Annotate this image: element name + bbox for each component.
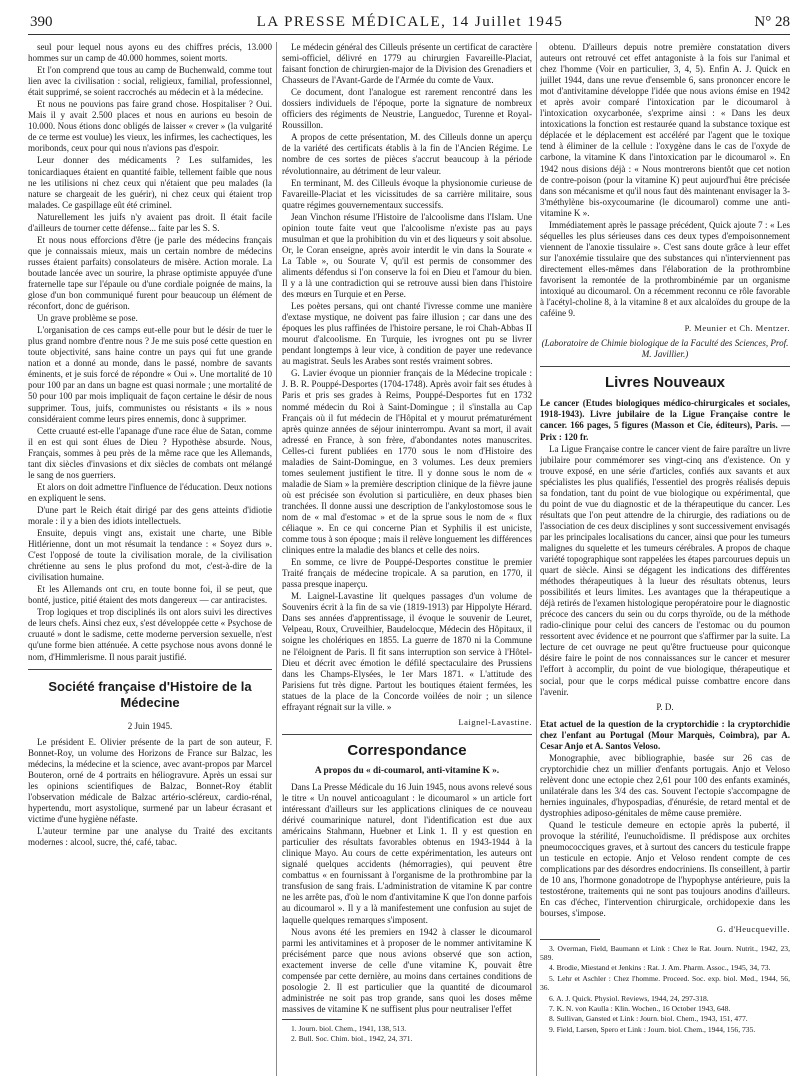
paragraph: Les poètes persans, qui ont chanté l'ivresse comme une manière d'extase mystique, ne doivent pas faire illusion ; car dans une des époques les plus raffinées de l'histoire persane, le roi Chah-Abbas II mourut d'alcoolisme. En Turquie, les ivrognes ont pu se livrer pendant longtemps à leur vice, à condition de payer une redevance au magistrat. Seuls les Arabes sont restés vraiment sobres.	[282, 301, 532, 367]
paragraph: A propos de cette présentation, M. des Cilleuls donne un aperçu de la variété des certificats établis à la fin de l'Ancien Régime. Le nombre de ces sortes de pièces s'accrut beaucoup à la période révolutionnaire, au détriment de leur valeur.	[282, 132, 532, 176]
paragraph: Immédiatement après le passage précédent, Quick ajoute 7 : « Les séquelles les plus sérieuses dans ces deux types d'empoisonnement viennent de l'anoxie tissulaire ». C'est sans doute grâce à leur effet sur l'anoxémie tissulaire que des substances qui n'interviennent pas directement elles-mêmes dans l'élaboration de la prothrombine favorisent la remontée de la prothrombinémie par un organisme intoxiqué au dicoumarol. On a récemment reconnu ce rôle favorable à l'acétyl-choline 8, à la vitamine 8 et aux alcaloïdes du groupe de la caféine 9.	[540, 219, 790, 319]
paragraph: D'une part le Reich était dirigé par des gens atteints d'idiotie morale : il y a bien des idiots intellectuels.	[28, 504, 272, 526]
book-title: Etat actuel de la question de la cryptorchidie : la cryptorchidie chez l'enfant au Portugal (Mour Marquès, Coimbra), par A. Cesar Anjo et A. Santos Veloso.	[540, 718, 790, 751]
paragraph: La Ligue Française contre le cancer vient de faire paraître un livre jubilaire pour commémorer ses vingt-cinq ans d'existence. On y trouve exposé, en une série d'articles, confiés aux savants et aux spécialistes les plus qualifiés, l'essentiel des progrès réalisés depuis sa fondation, tant du point de vue biologique ou expérimental, que du point de vue du diagnostic et de la thérapeutique du cancer. Les résultats que l'on peut attendre de la chirurgie, des radiations ou de l'association de ces deux disciplines y sont successivement envisagés par les principales localisations du cancer, ainsi que pour les tumeurs malignes du squelette et les tumeurs cérébrales. A propos de chaque variété topographique sont rappelées les étapes parcourues depuis un quart de siècle. Ainsi se dégagent les indications des différentes méthodes thérapeutiques à la lueur des résultats obtenus, leurs possibilités et leurs limites. Les avantages que la thérapeutique a déjà retirés de l'examen histologique peropératoire pour le diagnostic précoce des cancers du sein ou du corps thyroïde, ou de la méthode radio-clinique pour celui des cancers de l'estomac ou du poumon ressortent avec évidence et ne pourront que s'affirmer par la suite. La lecture de cet ouvrage ne peut qu'être fructueuse pour quiconque désire faire le point de nos connaissances sur le cancer et mesurer l'effort à accomplir, du point de vue biologique, thérapeutique et social, pour que le corps médical puisse combattre encore dans l'avenir.	[540, 443, 790, 697]
signature: Laignel-Lavastine.	[458, 716, 532, 727]
paragraph: Le président E. Olivier présente de la part de son auteur, F. Bonnet-Roy, un volume des Horizons de France sur Balzac, les médecins, la médecine et la science, avec avant-propos par Marcel Bouteron, orné de 4 portraits en héliogravure. Après un essai sur les opinions scientifiques de Balzac, Bonnet-Roy établit l'observation médicale de Balzac artério-scléreux, cardio-rénal, hypertendu, mort asystolique, surmené par un labeur écrasant et victime d'une hygiène néfaste.	[28, 736, 272, 824]
footnote: 6. A. J. Quick. Physiol. Reviews, 1944, 24, 297-318.	[549, 993, 709, 1003]
page-number: 390	[30, 14, 53, 30]
book-review	[540, 753, 790, 920]
journal-title: LA PRESSE MÉDICALE, 14 Juillet 1945	[256, 14, 564, 30]
header-rule	[28, 34, 790, 35]
paragraph: Et nous ne pouvions pas faire grand chose. Hospitaliser ? Oui. Mais il y avait 2.500 places et nous en aurions eu besoin de 10.000. Nous étions donc obligés de laisser « crever » (la vulgarité de ce terme est voulue) les vieux, les infirmes, les cachectiques, les moribonds, ceux pour qui nous n'avions pas d'espoir.	[28, 99, 272, 154]
paragraph: obtenu. D'ailleurs depuis notre première constatation divers auteurs ont retrouvé cet effet antagoniste à la fois sur l'animal et chez l'homme (Voir en particulier, 3, 4, 5). Enfin A. J. Quick en juillet 1944, dans une revue d'ensemble 6, sans prononcer encore le mot d'antivitamine développe l'idée que nous avions émise en 1942 et après avoir comparé l'intoxication par le dicoumarol à l'intoxication oxycarbonée, s'exprime ainsi : « Dans les deux intoxications la fonction est restaurée quand la substance toxique est déplacée et le déplacement est accéléré par l'agent que le toxique tend à éliminer de la cellule : l'oxygène dans le cas de l'oxyde de carbone, la vitamine K dans l'intoxication par le dicoumarol ». En 1942 nous disions déjà : « Nous montrerons bientôt que cet notion de contre-poison (pour la vitamine K) peut aujourd'hui être précisée dans son mécanisme et qu'il nous faut dès maintenant envisager la 3-3'méthylène bis-oxycoumarine (le dicoumarol) comme une anti-vitamine K ».	[540, 42, 790, 218]
column-divider	[536, 42, 537, 1076]
paragraph: Quand le testicule demeure en ectopie après la puberté, il provoque la stérilité, l'eunuchoïdisme. Il prédispose aux orchites pneumococciques graves, et à surtout des cancers du testicule frappe un testicule en ectopie. Anjo et Veloso rendent compte de ces complications par des désordres endocriniens. Ils conseillent, à partir de 10 ans, l'hormone gonadotrope de l'hypophyse antérieure, puis la testostérone, traitements qui ne sont pas toujours anodins d'ailleurs. En cas d'échec, l'intervention chirurgicale, orchidopexie dans les bourses, s'impose.	[540, 820, 790, 919]
paragraph: L'organisation de ces camps eut-elle pour but le désir de tuer le plus grand nombre d'entre nous ? Je me suis posé cette question en toute objectivité, sans haine contre un pays qui fut une grande nation et a donné au monde, dans le passé, nombre de savants éminents, et je suis forcé de répondre « Oui ». Une mortalité de 10 pour 100 par an dans un bagne est quasi normale ; une mortalité de 50 pour 100 par mois impliquait de façon certaine le désir de nous supprimer. Tous, juifs, communistes ou résistants « ils » nous considéraient comme leurs pires ennemis, donc à supprimer.	[28, 325, 272, 424]
correspondance-body	[282, 782, 532, 1015]
affiliation: (Laboratoire de Chimie biologique de la Faculté des Sciences, Prof. M. Javillier.)	[541, 338, 789, 360]
correspondance-heading: Correspondance	[347, 741, 467, 759]
correspondance-continuation	[540, 42, 790, 319]
paragraph: Nous avons été les premiers en 1942 à classer le dicoumarol parmi les antivitamines et à proposer de le nommer antivitamine K précisément parce que nous avions observé que son action, exactement inverse de celle d'une vitamine K, pouvait être compensée par cette dernière, au moins dans certaines conditions de posologie 2. Il est particulier que la quantité de dicoumarol administrée ne soit pas trop grande, sans quoi les doses même massives de vitamine K ne suffisent plus pour neutraliser l'effet	[282, 926, 532, 1014]
paragraph: Cette cruauté est-elle l'apanage d'une race élue de Satan, comme il en est qui sont élues de Dieu ? Hypothèse absurde. Nous, Français, sommes à peu près de la même race que les Allemands, tant dix siècles d'invasions et dix siècles de combats ont mélangé le sang de nos guerriers.	[28, 425, 272, 480]
column-3	[540, 42, 790, 1076]
paragraph: Et nous nous efforcions d'être (je parle des médecins français que je connaissais mieux, mais un certain nombre de médecins russes étaient parfaits) consolateurs de misère. Action morale. La boutade lancée avec un sourire, la phrase optimiste appuyée d'une fraternelle tape sur l'épaule ou d'une cordiale poignée de mains, la glose d'un bon communiqué furent pour beaucoup un élément de réconfort, donc de guérison.	[28, 234, 272, 312]
paragraph: Naturellement les juifs n'y avaient pas droit. Il était facile d'ailleurs de tourner cette défense... faite par les S. S.	[28, 211, 272, 233]
section-rule	[540, 366, 790, 367]
paragraph: Et alors on doit admettre l'influence de l'éducation. Deux notions en expliquent le sens.	[28, 481, 272, 503]
paragraph: Trop logiques et trop disciplinés ils ont alors suivi les directives de leurs chefs. Ainsi chez eux, s'est développée cette « Psychose de cruauté » dont le sadisme, cette moderne perversion sexuelle, n'est qu'une forme bien atténuée. A cette psychose nous avons donné le nom, d'Himmlerisme. Il nous parait justifié.	[28, 607, 272, 662]
footnote: 7. K. N. von Kaulla : Klin. Wochen., 16 October 1943, 648.	[549, 1004, 731, 1013]
section-date: 2 Juin 1945.	[127, 720, 173, 731]
paragraph: Jean Vinchon résume l'Histoire de l'alcoolisme dans l'Islam. Une opinion toute faite veut que l'alcoolisme n'existe pas au pays musulman et que la prohibition du vin et des liqueurs y soit absolue. Or, le Coran enseigne, après avoir interdit le vin dans la Sourate « La Table », ou Sourate V, qu'il est permis de consommer des aliments défendus si l'on conserve la foi en Dieu et l'amour du bien. Il y a là une contradiction qui se retrouve aussi bien dans l'histoire des mœurs en Turquie et en Perse.	[282, 211, 532, 300]
footnote-rule	[540, 939, 600, 940]
review-signature: P. D.	[656, 701, 674, 712]
society-report	[282, 42, 532, 713]
footnote-rule	[282, 1019, 342, 1020]
paragraph: Monographie, avec bibliographie, basée sur 26 cas de cryptorchidie chez un millier d'enfants portugais. Anjo et Veloso relèvent donc une ectopie chez 2,61 pour 100 des enfants examinés, unilatérale dans les 3/4 des cas. Souvent l'ectopie s'accompagne de hernies inguinales, d'hypospadias, d'énurésie, de retard mental et de dystrophies adiposo-génitales de même cause première.	[540, 752, 790, 819]
paragraph: Et l'on comprend que tous au camp de Buchenwald, comme tout lien avec la civilisation : social, religieux, familial, professionnel, était supprimé, se soient raccrochés au médecin et à la médecine.	[28, 65, 272, 98]
paragraph: Dans La Presse Médicale du 16 Juin 1945, nous avons relevé sous le titre « Un nouvel anticoagulant : le dicoumarol » un article fort intéressant d'ailleurs sur les applications cliniques de ce nouveau dérivé coumarinique naturel, dont l'identification est due aux américains Stahmann, Huebner et Link 1. Il y est question en particulier des résultats favorables obtenus en 1943-1944 à la clinique Mayo. Au cours de cette expérimentation, les auteurs ont signalé quelques accidents (hémorragies), qui peuvent être combattus « en fournissant à l'organisme de la prothrombine par la transfusion de sang frais. L'administration de vitamine K par contre ne les arrête pas, d'où le nom d'antivitamine K que l'on donne parfois au dicoumarol ». Il y a là manifestement une confusion au sujet de laquelle quelques remarques s'imposent.	[282, 781, 532, 925]
paragraph: seul pour lequel nous ayons eu des chiffres précis, 13.000 hommes sur un camp de 40.000 hommes, soient morts.	[28, 42, 272, 64]
paragraph: M. Laignel-Lavastine lit quelques passages d'un volume de Souvenirs écrit à la fin de sa vie (1819-1913) par Hippolyte Hérard. Dans ses années d'apprentissage, il évoque le souvenir de Leuret, Velpeau, Roux, Cruveilhier, Baudelocque, Médecin des Hôpitaux, il soigne les cholériques en 1855. La guerre de 1870 ni la Commune ne l'éloignent de Paris. Il fit sans interruption son service à l'Hôtel-Dieu et décrit avec émotion le défilé spectaculaire des Prussiens dans les Champs-Elysées, le 1er Mars 1871. « L'attitude des Parisiens fut très digne. Partout les boutiques étaient fermées, les statues de la place de la Concorde voilées de noir ; un silence effrayant régnait sur la ville. »	[282, 591, 532, 712]
paragraph: Et les Allemands ont cru, en toute bonne foi, il se peut, que bonté, justice, pitié étaient des mots dangereux — car antiracistes.	[28, 584, 272, 606]
review-signature: G. d'Heucqueville.	[716, 923, 790, 934]
section-rule	[28, 669, 272, 670]
footnote: 8. Sullivan, Gansted et Link : Journ. biol. Chem., 1943, 151, 477.	[549, 1014, 748, 1024]
paragraph: Ensuite, depuis vingt ans, existait une charte, une Bible Hitlérienne, dont un mot résumait la tendance : « Soyez durs ». C'est l'opposé de toute la civilisation morale, de la civilisation chrétienne au sens le plus profond du mot, c'est-à-dire de la civilisation humaine.	[28, 528, 272, 583]
paragraph: En terminant, M. des Cilleuls évoque la physionomie curieuse de Favareille-Placiat et les vicissitudes de sa carrière militaire, sous quatre régimes gouvernementaux successifs.	[282, 177, 532, 210]
book-review	[540, 444, 790, 698]
book-title: Le cancer (Etudes biologiques médico-chirurgicales et sociales, 1918-1943). Livre jubilaire de la Ligue Française contre le cancer. 166 pages, 5 figures (Masson et Cie, éditeurs), Paris. — Prix : 120 fr.	[540, 398, 790, 442]
column-1	[28, 42, 272, 1076]
livres-heading: Livres Nouveaux	[604, 374, 726, 392]
footnote: 9. Field, Larsen, Spero et Link : Journ. biol. Chem., 1944, 156, 735.	[549, 1024, 756, 1034]
column-divider	[276, 42, 277, 1076]
paragraph: Le médecin général des Cilleuls présente un certificat de caractère semi-officiel, délivré en 1779 au chirurgien Favareille-Placiat, faisant fonction de chirurgien-major de la Division des Grenadiers et Chasseurs de l'Avant-Garde de l'Armée du comte de Vaux.	[282, 42, 532, 86]
paragraph: G. Lavier évoque un pionnier français de la Médecine tropicale : J. B. R. Pouppé-Desportes (1704-1748). Après avoir fait ses études à Paris et pris ses grades à Reims, Pouppé-Desportes fut en 1732 nommé médecin du Roi à Saint-Domingue ; il s'installa au Cap Français où il fut médecin de l'Hôpital et y mourut prématurément après quinze années de séjour ininterrompu. Avant sa mort, il avait adressé en France, à son frère, d'abondantes notes manuscrites. Celles-ci furent publiées en 1770 sous le nom d'Histoire des maladies de Saint-Domingue, en 3 volumes. Les deux premiers tomes seulement justifient le titre. Il y donne sous le nom de « maladie de Siam » la première description clinique de la fièvre jaune où est précisée son évolution si particulière, en deux phases bien tranchées. Il donne aussi une description de l'ankylostomose sous le nom de « mal d'estomac » et de la sprue sous le nom de « flux céliaque ». En ce qui concerne Pian et Syphilis il est uniciste, comme tous à son époque ; mais il relève longuement les différences cliniques entre la maladie des blancs et celle des noirs.	[282, 368, 532, 556]
issue-number: N° 28	[754, 14, 790, 30]
footnote: 4. Brodie, Miestand et Jenkins : Rat. J. Am. Pharm. Assoc., 1945, 34, 73.	[549, 963, 771, 973]
footnotes	[540, 944, 790, 1035]
footnote: 3. Overman, Field, Baumann et Link : Chez le Rat. Journ. Nutrit., 1942, 23, 589.	[540, 943, 790, 962]
footnote: 5. Lehr et Aschler : Chez l'homme. Proceed. Soc. exp. biol. Med., 1944, 56, 36.	[540, 973, 790, 993]
section-rule	[282, 734, 532, 735]
paragraph: En somme, ce livre de Pouppé-Desportes constitue le premier Traité français de médecine tropicale. A sa parution, en 1770, il passa presque inaperçu.	[282, 557, 532, 590]
article-continuation	[28, 42, 272, 663]
column-2	[282, 42, 532, 1076]
paragraph: L'auteur termine par une analyse du Traité des excitants modernes : alcool, sucre, thé, café, tabac.	[28, 826, 272, 848]
page-header	[30, 14, 790, 34]
section-heading: Société française d'Histoire de la Médecine	[48, 678, 252, 710]
paragraph: Leur donner des médicaments ? Les sulfamides, les tonicardiaques étaient en quantité faible, tellement faible que nous ne les utilisions ni chez ceux qui n'étaient que peu malades (la nature se chargeait de les guérir), ni chez ceux qui étaient trop malades. Ce gaspillage eût été criminel.	[28, 155, 272, 210]
footnote: 1. Journ. biol. Chem., 1941, 138, 513.	[291, 1023, 407, 1033]
paragraph: Un grave problème se pose.	[37, 313, 138, 324]
footnote: 2. Bull. Soc. Chim. biol., 1942, 24, 371.	[291, 1034, 413, 1044]
footnotes	[282, 1024, 532, 1044]
section-body	[28, 737, 272, 848]
paragraph: Ce document, dont l'analogue est rarement rencontré dans les dossiers individuels de l'époque, porte la signature de nombreux officiers des régiments de Neustrie, Languedoc, Turenne et Royal-Roussillon.	[282, 87, 532, 131]
signature: P. Meunier et Ch. Mentzer.	[684, 323, 790, 334]
correspondance-subheading: A propos du « di-coumarol, anti-vitamine K ».	[314, 765, 500, 776]
